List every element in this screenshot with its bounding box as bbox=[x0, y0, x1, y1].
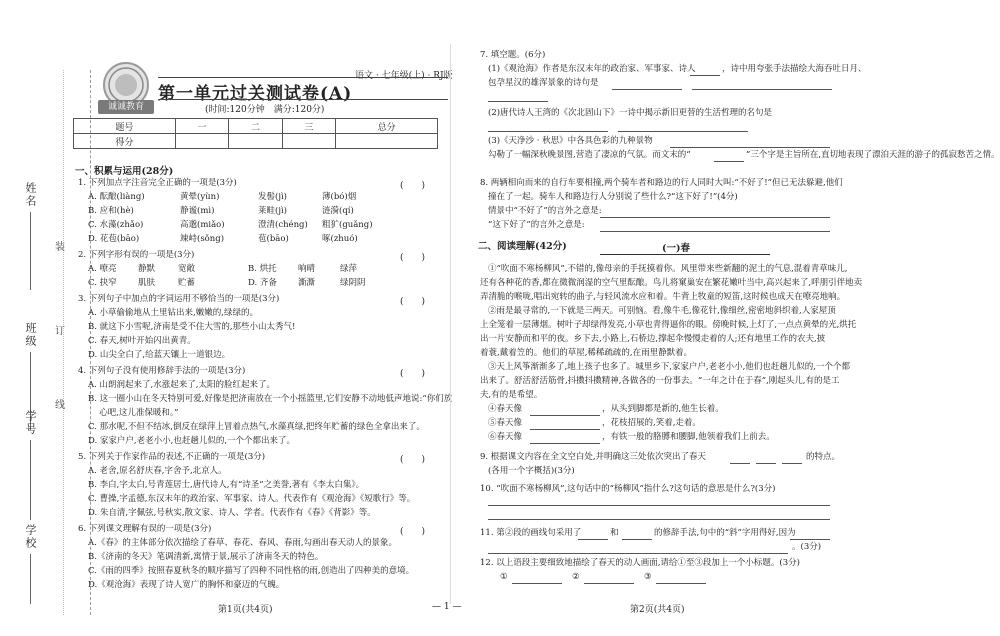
q5-answer-paren[interactable]: ( ) bbox=[400, 455, 426, 465]
q3-option-a: A. 小草偷偷地从土里钻出来,嫩嫩的,绿绿的。 bbox=[88, 308, 258, 318]
name-label: 姓名 bbox=[24, 182, 37, 208]
passage-line: 出一片安静而和平的夜。乡下去,小路上,石桥边,撑起伞慢慢走着的人;还有地里工作的农夫,披 bbox=[480, 334, 826, 344]
q2-word: 绿萍 bbox=[340, 264, 358, 274]
q7-line-4: (3)《天净沙 · 秋思》中各具色彩的九种景物 bbox=[488, 136, 653, 146]
passage-blank-6[interactable] bbox=[530, 443, 600, 444]
q1-stem: 1. 下列加点字注音完全正确的一项是(3分) bbox=[78, 178, 237, 188]
q11-blank-3[interactable] bbox=[790, 539, 830, 540]
title-rule-top bbox=[158, 77, 448, 78]
passage-line: 上全笼着一层薄烟。树叶子却绿得发亮,小草也青得逼你的眼。傍晚时候,上灯了,一点点黄晕的光,烘托 bbox=[480, 320, 857, 330]
score-cell[interactable] bbox=[336, 134, 438, 149]
footer-page-right: 第2页(共4页) bbox=[630, 605, 685, 615]
q7-blank-2[interactable] bbox=[612, 89, 682, 90]
section-title-2: 二、阅读理解(42分) bbox=[478, 241, 567, 252]
school-label: 学校 bbox=[24, 524, 37, 550]
page-divider bbox=[450, 44, 451, 604]
class-label: 班级 bbox=[24, 322, 37, 348]
q7-blank-7[interactable] bbox=[670, 147, 830, 148]
q4-option-a: A. 山朗润起来了,水涨起来了,太阳的脸红起来了。 bbox=[88, 380, 275, 390]
q7-blank-6[interactable] bbox=[618, 131, 748, 132]
passage-line: ①“吹面不寒杨柳风”,不错的,像母亲的手抚摸着你。风里带来些新翻的泥土的气息,混着青草味儿, bbox=[488, 264, 848, 274]
q7-blank-1[interactable] bbox=[690, 75, 720, 76]
score-header-cell: 总分 bbox=[336, 119, 438, 134]
q7-blank-3[interactable] bbox=[692, 89, 832, 90]
passage-line: ③天上风筝渐渐多了,地上孩子也多了。城里乡下,家家户户,老老小小,他们也赶趟儿似的,一个个都 bbox=[488, 362, 851, 372]
q1-option-cell: 莱畦(jì) bbox=[258, 206, 287, 216]
passage-line: 弄清脆的喉咙,唱出宛转的曲子,与轻风流水应和着。牛背上牧童的短笛,这时候也成天在嘹亮地响。 bbox=[480, 292, 846, 302]
q1-option-cell: 粗犷(guǎng) bbox=[322, 220, 373, 230]
q11-part-b: 和 bbox=[610, 528, 619, 538]
q4-option-b: B. 这一圈小山在冬天特别可爱,好像是把济南放在一个小摇篮里,它们安静不动地低声地说:“你们放 bbox=[88, 394, 453, 404]
score-header-cell: 三 bbox=[282, 119, 336, 134]
score-cell[interactable] bbox=[282, 134, 336, 149]
footer-center: — 1 — bbox=[432, 602, 462, 612]
q12-item-3: ③ bbox=[644, 572, 652, 582]
score-table-score-row bbox=[74, 134, 438, 149]
passage-line: ，有铁一般的胳膊和腰脚,他领着我们上前去。 bbox=[602, 432, 775, 442]
exam-meta: (时间:120分钟 满分:120分) bbox=[205, 105, 325, 115]
q11-blank-1[interactable] bbox=[578, 539, 608, 540]
q6-stem: 6. 下列课文理解有误的一项是(3分) bbox=[78, 524, 212, 534]
q11-answer-line[interactable] bbox=[488, 553, 788, 554]
q7-line-3: (2)唐代诗人王湾的《次北固山下》一诗中揭示新旧更替的生活哲理的名句是 bbox=[488, 108, 773, 118]
q7-line-6: ”三个字是主旨所在,直切地表现了漂泊天涯的游子的孤寂愁苦之情。 bbox=[746, 150, 1000, 160]
q1-option-cell: 薄(bó)烟 bbox=[322, 192, 357, 202]
q1-option-cell: 涟漪(qí) bbox=[322, 206, 354, 216]
q7-line-1b: ，诗中用夸张手法描绘大海吞吐日月、 bbox=[722, 64, 867, 74]
q12-item-1: ① bbox=[500, 572, 508, 582]
passage-blank-5[interactable] bbox=[530, 429, 600, 430]
q9-line-1b: 的特点。 bbox=[806, 452, 841, 462]
q3-answer-paren[interactable]: ( ) bbox=[400, 297, 426, 307]
q10-answer-line-1[interactable] bbox=[488, 505, 830, 506]
q1-option-cell: 高邈(miǎo) bbox=[180, 220, 225, 230]
passage-line: ，花枝招展的,笑着,走着。 bbox=[602, 418, 701, 428]
id-label: 学号 bbox=[24, 410, 37, 436]
bind-mark-zhuang: 装 bbox=[55, 242, 65, 253]
id-write-line[interactable] bbox=[30, 440, 31, 520]
q9-blank-1[interactable] bbox=[730, 463, 750, 464]
q5-option-c: C. 曹操,字孟德,东汉末年的政治家、军事家、诗人。代表作有《观沧海》《短歌行》等。 bbox=[88, 494, 416, 504]
passage-title: (一)春 bbox=[662, 243, 690, 254]
q1-option-cell: 发髻(jì) bbox=[258, 192, 287, 202]
q5-option-a: A. 老舍,原名舒庆春,字舍予,北京人。 bbox=[88, 466, 227, 476]
q4-answer-paren[interactable]: ( ) bbox=[400, 369, 426, 379]
q2-option-d: D. 齐备 bbox=[248, 278, 277, 288]
q2-option-b: B. 烘托 bbox=[248, 264, 277, 274]
q7-line-2: 包孕星汉的雄浑景象的诗句是 bbox=[488, 78, 599, 88]
q12-item-2: ② bbox=[572, 572, 580, 582]
q7-line-1: (1)《观沧海》作者是东汉末年的政治家、军事家、诗人 bbox=[488, 64, 696, 74]
q12-stem: 12. 以上语段主要细致地描绘了春天的动人画面,请给①至③段加上一个小标题。(3分) bbox=[480, 558, 800, 568]
q9-blank-3[interactable] bbox=[782, 463, 802, 464]
score-row-label: 得分 bbox=[74, 134, 176, 149]
q1-option-cell: 静谧(mì) bbox=[180, 206, 215, 216]
page-title: 第一单元过关测试卷(A) bbox=[158, 84, 353, 104]
q12-blank-3[interactable] bbox=[656, 583, 706, 584]
passage-line: ，从头到脚都是新的,他生长着。 bbox=[602, 404, 724, 414]
subject-line: 语文 · 七年级(上) · RJ版 bbox=[355, 71, 453, 81]
passage-title-rule bbox=[600, 254, 770, 255]
q5-option-b: B. 李白,字太白,号青莲居士,唐代诗人,有“诗圣”之美誉,著有《李太白集》。 bbox=[88, 480, 365, 490]
passage-line: 出来了。舒活舒活筋骨,抖擞抖擞精神,各做各的一份事去。“一年之计在于春”,刚起头儿,有的是工 bbox=[480, 376, 840, 386]
q9-blank-2[interactable] bbox=[756, 463, 776, 464]
q12-blank-2[interactable] bbox=[584, 583, 634, 584]
q11-part-d: 。(3分) bbox=[792, 542, 822, 552]
q2-option-a: A. 嘹亮 bbox=[88, 264, 117, 274]
footer-page-left: 第1页(共4页) bbox=[218, 605, 273, 615]
q2-word: 绿阴阴 bbox=[340, 278, 366, 288]
q1-option-cell: 黄晕(yùn) bbox=[180, 192, 220, 202]
name-write-line[interactable] bbox=[30, 212, 31, 290]
q4-option-d: D. 家家户户,老老小小,也赶趟儿似的,一个个都出来了。 bbox=[88, 436, 296, 446]
score-header-cell: 二 bbox=[229, 119, 283, 134]
publisher-name: 诚诚教育 bbox=[98, 100, 154, 114]
passage-blank-4[interactable] bbox=[530, 415, 600, 416]
bind-mark-xian: 线 bbox=[55, 400, 65, 411]
q2-option-c: C. 抉窄 bbox=[88, 278, 117, 288]
q2-stem: 2. 下列字形有误的一项是(3分) bbox=[78, 250, 195, 260]
q3-stem: 3. 下列句子中加点的字词运用不够恰当的一项是(3分) bbox=[78, 294, 280, 304]
q11-part-c: 的修辞手法,句中的“斜”字用得好,因为 bbox=[654, 528, 796, 538]
q8-line-2: 撞在了一起。骑车人和路边行人分别说了些什么?“这下好了!”(4分) bbox=[488, 192, 738, 202]
q7-blank-5[interactable] bbox=[488, 131, 608, 132]
q3-option-d: D. 山尖全白了,给蓝天镶上一道银边。 bbox=[88, 350, 231, 360]
q1-answer-paren[interactable]: ( ) bbox=[400, 181, 426, 191]
q9-line-1: 9. 根据课文内容在全文空白处,并明确这三处依次突出了春天 bbox=[480, 452, 707, 462]
binding-line-inner bbox=[63, 70, 64, 615]
q3-option-c: C. 春天,树叶开始闪出黄青。 bbox=[88, 336, 196, 346]
q1-option-b: B. 应和(hè) bbox=[88, 206, 134, 216]
passage-line: ②雨是最寻常的,一下就是三两天。可别恼。看,像牛毛,像花针,像细丝,密密地斜织着,人家屋顶 bbox=[488, 306, 836, 316]
q10-stem: 10. “吹面不寒杨柳风”,这句话中的“杨柳风”指什么?这句话的意思是什么?(3分) bbox=[480, 484, 776, 494]
q7-line-5: 勾勒了一幅深秋晚景图,营造了凄凉的气氛。而文末的“ bbox=[488, 150, 691, 160]
q2-word: 静默 bbox=[138, 264, 156, 274]
q3-option-b: B. 就这下小雪呢,济南是受不住大雪的,那些小山太秀气! bbox=[88, 322, 296, 332]
q8-line-3: 情景中“不好了”的言外之意是: bbox=[488, 206, 602, 216]
q6-option-a: A.《春》的主体部分依次描绘了春草、春花、春风、春雨,勾画出春天动人的景象。 bbox=[88, 538, 398, 548]
q6-answer-paren[interactable]: ( ) bbox=[400, 527, 426, 537]
q10-answer-line-2[interactable] bbox=[488, 519, 830, 520]
q1-option-cell: 澄清(chéng) bbox=[258, 220, 308, 230]
q9-line-2: (各用一个字概括)(3分) bbox=[488, 466, 575, 476]
school-write-line[interactable] bbox=[30, 554, 31, 604]
score-header-cell: 一 bbox=[175, 119, 229, 134]
q11-blank-2[interactable] bbox=[622, 539, 652, 540]
q2-word: 响晴 bbox=[298, 264, 316, 274]
q6-option-d: D.《观沧海》表现了诗人宽广的胸怀和豪迈的气魄。 bbox=[88, 580, 285, 590]
q11-part-a: 11. 第②段的画线句采用了 bbox=[480, 528, 582, 538]
q12-blank-1[interactable] bbox=[512, 583, 562, 584]
section-title-1: 一、积累与运用(28分) bbox=[75, 166, 174, 177]
q2-word: 澌澌 bbox=[298, 278, 316, 288]
q8-answer-blank-2[interactable] bbox=[600, 231, 830, 232]
bind-mark-ding: 订 bbox=[55, 326, 65, 337]
q2-word: 肌肤 bbox=[138, 278, 156, 288]
passage-line: ④春天像 bbox=[488, 404, 523, 414]
q5-option-d: D. 朱自清,字佩弦,号秋实,散文家、诗人、学者。代表作有《春》《背影》等。 bbox=[88, 508, 376, 518]
q2-word: 贮蓄 bbox=[178, 278, 196, 288]
score-table bbox=[73, 118, 438, 149]
passage-line: ⑥春天像 bbox=[488, 432, 523, 442]
q7-blank-4[interactable] bbox=[488, 101, 548, 102]
q6-option-b: B.《济南的冬天》笔调清新,寓情于景,展示了济南冬天的特色。 bbox=[88, 552, 324, 562]
q5-stem: 5. 下列关于作家作品的表述,不正确的一项是(3分) bbox=[78, 452, 266, 462]
passage-line: ⑤春天像 bbox=[488, 418, 523, 428]
q1-option-cell: 苞(bāo) bbox=[258, 234, 289, 244]
q2-answer-paren[interactable]: ( ) bbox=[400, 253, 426, 263]
q2-word: 宽敞 bbox=[178, 264, 196, 274]
q4-option-c: C. 那水呢,不但不结冰,倒反在绿萍上冒着点热气,水藻真绿,把终年贮蓄的绿色全拿出来了。 bbox=[88, 422, 425, 432]
q1-option-c: C. 水藻(zhǎo) bbox=[88, 220, 144, 230]
q1-option-cell: 啄(zhuó) bbox=[322, 234, 358, 244]
q7-blank-8[interactable] bbox=[714, 161, 744, 162]
q7-stem: 7. 填空题。(6分) bbox=[480, 50, 546, 60]
score-cell[interactable] bbox=[175, 134, 229, 149]
q1-option-cell: 竦峙(sǒng) bbox=[180, 234, 225, 244]
passage-line: 夫,有的是希望。 bbox=[480, 390, 543, 400]
passage-line: 着蓑,戴着笠的。他们的草屋,稀稀疏疏的,在雨里静默着。 bbox=[480, 348, 693, 358]
q1-option-d: D. 花苞(bāo) bbox=[88, 234, 140, 244]
q8-line-4: “这下好了”的言外之意是: bbox=[488, 220, 585, 230]
score-cell[interactable] bbox=[229, 134, 283, 149]
score-table-header-row bbox=[74, 119, 438, 134]
passage-line: 还有各种花的香,都在微微润湿的空气里酝酿。鸟儿将窠巢安在繁花嫩叶当中,高兴起来了,呼朋引伴地卖 bbox=[480, 278, 863, 288]
q8-answer-blank-1[interactable] bbox=[600, 217, 830, 218]
score-header-cell: 题号 bbox=[74, 119, 176, 134]
q4-option-b-cont: 心吧,这儿准保暖和。” bbox=[88, 408, 179, 418]
q6-option-c: C.《雨的四季》按照春夏秋冬的顺序描写了四种不同性格的雨,创造出了四种美的意境。 bbox=[88, 566, 415, 576]
q8-stem: 8. 两辆相向而来的自行车要相撞,两个骑车者和路边的行人同时大叫:“不好了!”但已无法躲避,他们 bbox=[480, 178, 843, 188]
q1-option-a: A. 酝酿(liàng) bbox=[88, 192, 145, 202]
q4-stem: 4. 下列句子没有使用修辞手法的一项是(3分) bbox=[78, 366, 246, 376]
title-rule-bottom bbox=[158, 99, 448, 100]
